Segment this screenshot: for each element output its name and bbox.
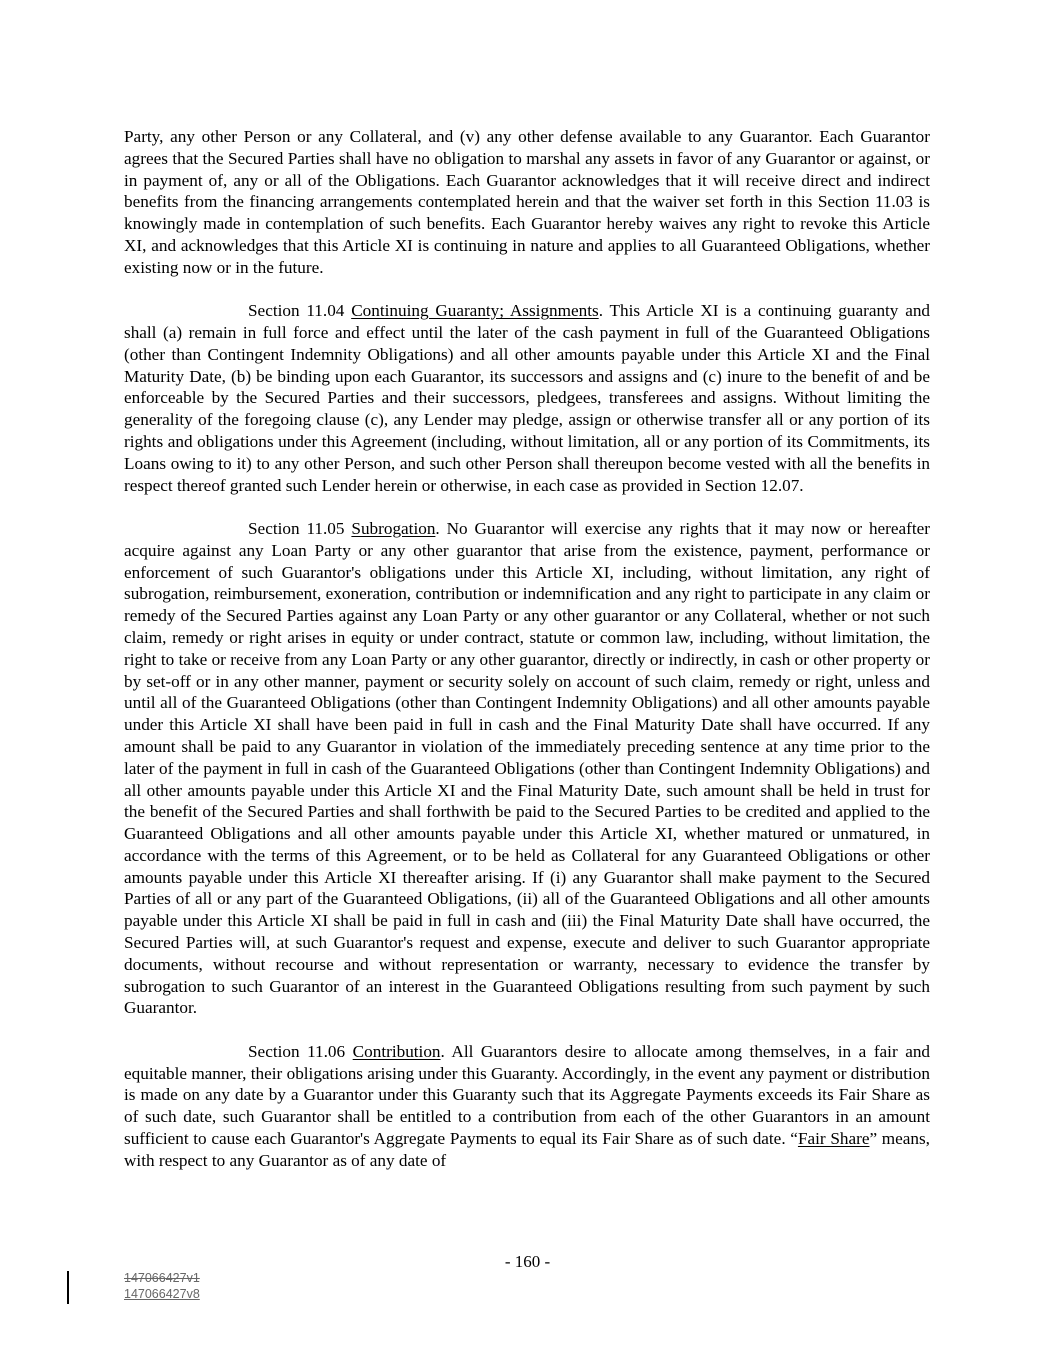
section-number: Section 11.05: [248, 518, 345, 538]
section-body-tail: ” means, with respect to any Guarantor as of any date of: [124, 1129, 930, 1170]
section-number: Section 11.06: [248, 1041, 346, 1061]
section-11-06: [124, 1041, 930, 1172]
section-number: Section 11.04: [248, 301, 345, 321]
document-page: [124, 126, 930, 1193]
revision-change-bar: [67, 1271, 69, 1304]
section-heading: Subrogation: [351, 518, 436, 538]
section-body: . All Guarantors desire to allocate among themselves, in a fair and equitable manner, their obligations arising under this Guaranty. Accordingly, in the event any payment or distribution is made on any date by a Guarantor under this Guaranty such that its Aggregate Payments exceeds its Fair Share as of such date, such Guarantor shall be entitled to a contribution from each of the other Guarantors in an amount sufficient to cause each Guarantor's Aggregate Payments to equal its Fair Share as of such date. “: [124, 1041, 931, 1149]
document-id-new: 147066427v8: [124, 1287, 200, 1301]
section-body: . No Guarantor will exercise any rights that it may now or hereafter acquire against any Loan Party or any other guarantor that arise from the existence, payment, performance or enforcement of such Guarantor's obligations under this Article XI, including, without limitation, any right of subrogation, reimbursement, exoneration, contribution or indemnification and any right to participate in any claim or remedy of the Secured Parties against any Loan Party or any other guarantor or any Collateral, whether or not such claim, remedy or right arises in equity or under contract, statute or common law, including, without limitation, the right to take or receive from any Loan Party or any other guarantor, directly or indirectly, in cash or other property or by set-off or in any other manner, payment or security solely on account of such claim, remedy or right, unless and until all of the Guaranteed Obligations (other than Contingent Indemnity Obligations) and all other amounts payable under this Article XI shall have been paid in full in cash and the Final Maturity Date shall have occurred. If any amount shall be paid to any Guarantor in violation of the immediately preceding sentence at any time prior to the later of the payment in full in cash of the Guaranteed Obligations (other than Contingent Indemnity Obligations) and all other amounts payable under this Article XI and the Final Maturity Date, such amount shall be held in trust for the benefit of the Secured Parties and shall forthwith be paid to the Secured Parties to be credited and applied to the Guaranteed Obligations and all other amounts payable under this Article XI, whether matured or unmatured, in accordance with the terms of this Agreement, or to be held as Collateral for any Guaranteed Obligations or other amounts payable under this Article XI thereafter arising. If (i) any Guarantor shall make payment to the Secured Parties of all or any part of the Guaranteed Obligations, (ii) all of the Guaranteed Obligations and all other amounts payable under this Article XI shall be paid in full in cash and (iii) the Final Maturity Date shall have occurred, the Secured Parties will, at such Guarantor's request and expense, execute and deliver to such Guarantor appropriate documents, without recourse and without representation or warranty, necessary to evidence the transfer by subrogation to such Guarantor of an interest in the Guaranteed Obligations resulting from such payment by such Guarantor.: [124, 518, 930, 1018]
document-id-block: [124, 1270, 200, 1302]
document-id-old: 147066427v1: [124, 1271, 200, 1285]
page-number: - 160 -: [504, 1252, 551, 1271]
section-heading: Continuing Guaranty; Assignments: [351, 301, 599, 321]
section-11-04: [124, 300, 930, 496]
section-11-05: [124, 518, 930, 1019]
defined-term: Fair Share: [797, 1129, 870, 1149]
paragraph-waiver-continuation: Party, any other Person or any Collateral, and (v) any other defense available to any Guarantor. Each Guarantor agrees that the Secured Parties shall have no obligation to marshal any assets in favor of any Guarantor or against, or in payment of, any or all of the Obligations. Each Guarantor acknowledges that it will receive direct and indirect benefits from the financing arrangements contemplated herein and that the waiver set forth in this Section 11.03 is knowingly made in contemplation of such benefits. Each Guarantor hereby waives any right to revoke this Article XI, and acknowledges that this Article XI is continuing in nature and applies to all Guaranteed Obligations, whether existing now or in the future.: [124, 127, 930, 277]
section-heading: Contribution: [352, 1041, 441, 1061]
section-body: . This Article XI is a continuing guaranty and shall (a) remain in full force and effect until the later of the cash payment in full of the Guaranteed Obligations (other than Contingent Indemnity Obligations) and all other amounts payable under this Article XI and the Final Maturity Date, (b) be binding upon each Guarantor, its successors and assigns and (c) inure to the benefit of and be enforceable by the Secured Parties and their successors, pledgees, transferees and assigns. Without limiting the generality of the foregoing clause (c), any Lender may pledge, assign or otherwise transfer all or any portion of its rights and obligations under this Agreement (including, without limitation, all or any portion of its Commitments, its Loans owing to it) to any other Person, and such other Person shall thereupon become vested with all the benefits in respect thereof granted such Lender herein or otherwise, in each case as provided in Section 12.07.: [124, 301, 931, 495]
